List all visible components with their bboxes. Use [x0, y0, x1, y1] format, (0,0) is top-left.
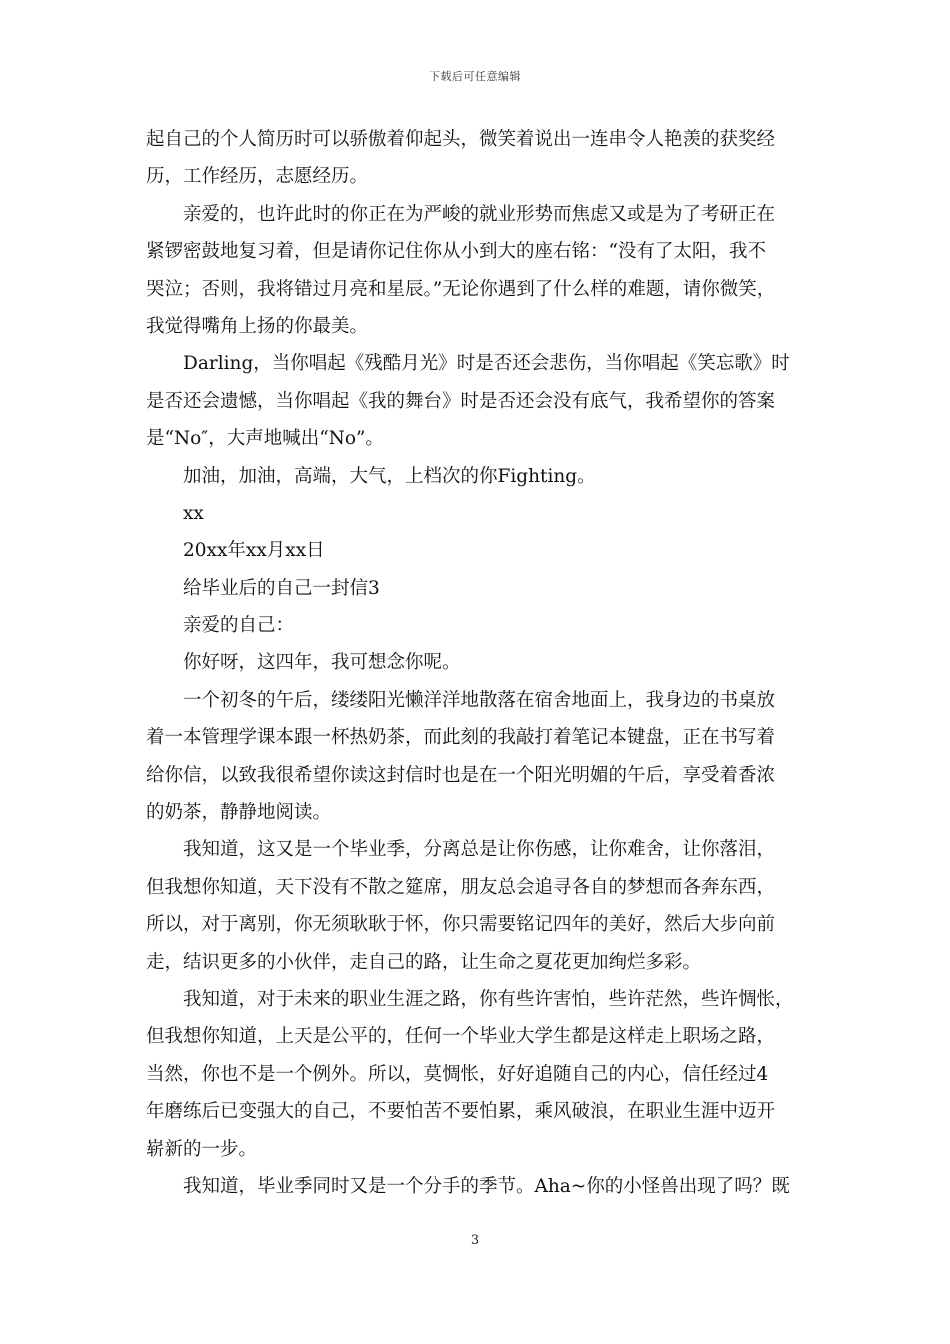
- text-line: 着一本管理学课本跟一杯热奶茶，而此刻的我敲打着笔记本键盘，正在书写着: [146, 727, 776, 749]
- text-line: 我觉得嘴角上扬的你最美。: [146, 315, 369, 337]
- signature-name: xx: [183, 502, 204, 524]
- page-number: 3: [470, 1233, 480, 1248]
- text-line: 当然，你也不是一个例外。所以，莫惆怅，好好追随自己的内心，信任经过4: [146, 1063, 769, 1085]
- text-line: 给你信，以致我很希望你读这封信时也是在一个阳光明媚的午后，享受着香浓: [146, 764, 776, 786]
- text-line: 起自己的个人简历时可以骄傲着仰起头，微笑着说出一连串令人艳羡的获奖经: [146, 129, 776, 150]
- text-line: 你好呀，这四年，我可想念你呢。: [183, 652, 461, 674]
- text-line: 但我想你知道，上天是公平的，任何一个毕业大学生都是这样走上职场之路，: [146, 1026, 776, 1048]
- text-line: 历，工作经历，志愿经历。: [146, 166, 369, 188]
- text-line: 一个初冬的午后，缕缕阳光懒洋洋地散落在宿舍地面上，我身边的书桌放: [183, 689, 776, 711]
- text-line: 我知道，对于未来的职业生涯之路，你有些许害怕，些许茫然，些许惆怅，: [183, 988, 794, 1010]
- document-body: [146, 121, 810, 1205]
- text-line: 的奶茶，静静地阅读。: [146, 802, 332, 824]
- text-line: 我知道，毕业季同时又是一个分手的季节。Aha~你的小怪兽出现了吗？既: [183, 1175, 790, 1197]
- salutation: 亲爱的自己：: [183, 615, 295, 637]
- text-line: 是否还会遗憾，当你唱起《我的舞台》时是否还会没有底气，我希望你的答案: [146, 390, 776, 412]
- text-line: 加油，加油，高端，大气，上档次的你Fighting。: [183, 465, 596, 487]
- text-line: 是“No″，大声地喊出“No”。: [146, 428, 384, 450]
- text-line: 紧锣密鼓地复习着，但是请你记住你从小到大的座右铭：“没有了太阳，我不: [146, 241, 766, 263]
- letter-date: 20xx年xx月xx日: [183, 540, 325, 562]
- page-header: 下载后可任意编辑: [429, 70, 521, 83]
- text-line: 亲爱的，也许此时的你正在为严峻的就业形势而焦虑又或是为了考研正在: [183, 203, 776, 225]
- text-line: Darling，当你唱起《残酷月光》时是否还会悲伤，当你唱起《笑忘歌》时: [183, 353, 790, 375]
- section-title: 给毕业后的自己一封信3: [183, 577, 380, 599]
- text-line: 哭泣；否则，我将错过月亮和星辰。”无论你遇到了什么样的难题，请你微笑，: [146, 278, 776, 300]
- text-line: 走，结识更多的小伙伴，走自己的路，让生命之夏花更加绚烂多彩。: [146, 951, 702, 973]
- text-line: 我知道，这又是一个毕业季，分离总是让你伤感，让你难舍，让你落泪，: [183, 839, 776, 861]
- text-line: 年磨练后已变强大的自己，不要怕苦不要怕累，乘风破浪，在职业生涯中迈开: [146, 1101, 776, 1123]
- text-line: 但我想你知道，天下没有不散之筵席，朋友总会追寻各自的梦想而各奔东西，: [146, 876, 776, 898]
- text-line: 崭新的一步。: [146, 1138, 258, 1160]
- text-line: 所以，对于离别，你无须耿耿于怀，你只需要铭记四年的美好，然后大步向前: [146, 914, 776, 936]
